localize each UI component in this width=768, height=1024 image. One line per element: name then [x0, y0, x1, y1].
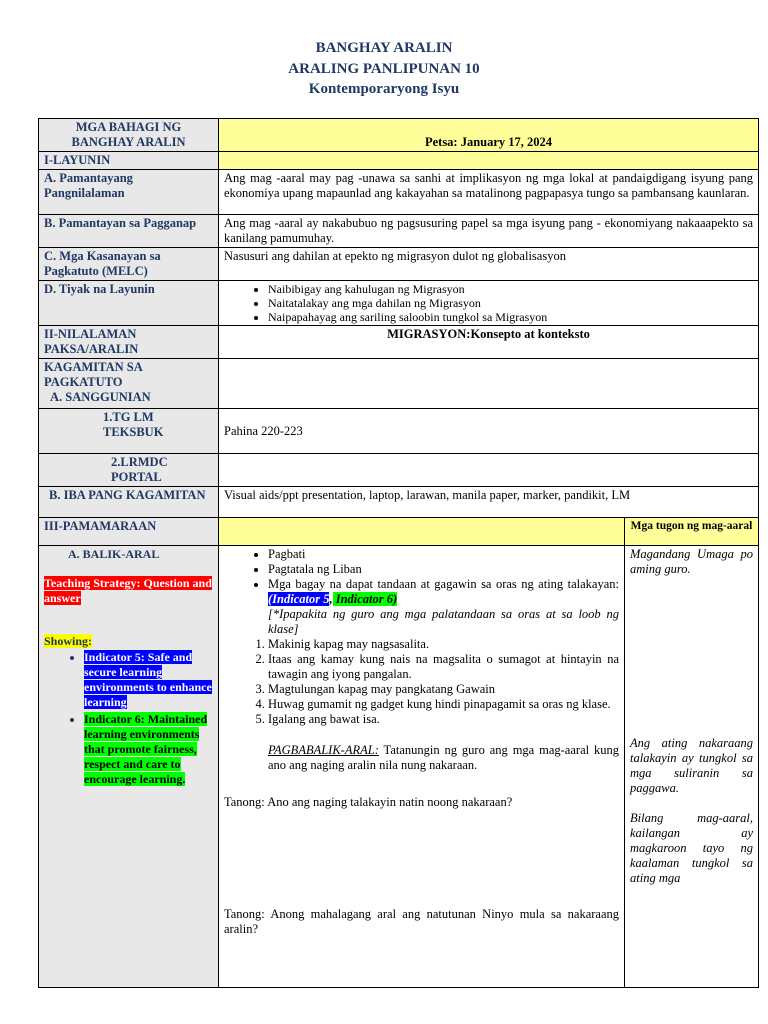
column-header: MGA BAHAGI NG BANGHAY ARALIN: [39, 119, 219, 152]
response-1: Magandang Umaga po aming guro.: [630, 547, 754, 576]
balik-aral-cell: [39, 546, 219, 988]
list-item: • Pagbati: [268, 547, 619, 562]
list-item: 3. Magtulungan kapag may pangkatang Gawain: [268, 682, 619, 697]
iba-label: B. IBA PANG KAGAMITAN: [39, 487, 219, 518]
tg-label: 1.TG LM TEKSBUK: [39, 409, 219, 454]
indicator-6: Indicator 6: Maintained learning environments that promote fairness, respect and care to encourage learning.: [84, 712, 208, 786]
melc-label: C. Mga Kasanayan sa Pagkatuto (MELC): [39, 248, 219, 281]
pagbabalik-text: Tatanungin ng guro ang mga mag-aaral kung ano ang naging aralin nila nung nakaraan.: [268, 743, 619, 772]
row-pamantayang-pangnilalaman: [39, 170, 759, 215]
row-melc: [39, 248, 759, 281]
row-header: [39, 119, 759, 152]
indicator-5: Indicator 5: Safe and secure learning environments to enhance learning: [84, 650, 212, 709]
response-3: Bilang mag-aaral, kailangan ay magkaroon tayo ng kaalaman tungkol sa ating mga: [630, 811, 754, 885]
row-kagamitan: [39, 359, 759, 409]
list-item: 5. Igalang ang bawat isa.: [268, 712, 619, 727]
indicator-5-tag: (Indicator 5: [268, 592, 330, 606]
teacher-note: [*Ipapakita ng guro ang mga palatandaan sa oras at sa loob ng klase]: [268, 607, 619, 636]
iba-text: Visual aids/ppt presentation, laptop, larawan, manila paper, marker, pandikit, LM: [219, 487, 759, 518]
tiyak-list-cell: [219, 281, 759, 326]
tg-text: Pahina 220-223: [219, 409, 759, 454]
list-item: [268, 577, 619, 607]
title-line-2: ARALING PANLIPUNAN 10: [288, 61, 480, 77]
pagganap-text: Ang mag -aaral ay nakabubuo ng pagsusuring papel sa mga isyung pang - ekonomiyang nakaaapekto sa kanilang pamumuhay.: [219, 215, 759, 248]
row-nilalaman: [39, 326, 759, 359]
pagbabalik-label: PAGBABALIK-ARAL:: [268, 743, 379, 757]
title-line-3: Kontemporaryong Isyu: [308, 81, 460, 97]
layunin-value: [219, 152, 759, 170]
pagbabalik-aral: [224, 743, 619, 773]
list-item: 4. Huwag gumamit ng gadget kung hindi pinapagamit sa oras ng klase.: [268, 697, 619, 712]
tiyak-label: D. Tiyak na Layunin: [39, 281, 219, 326]
list-item: • Naipapahayag ang sariling saloobin tungkol sa Migrasyon: [268, 310, 753, 324]
nilalaman-label: II-NILALAMAN PAKSA/ARALIN: [39, 326, 219, 359]
list-item: 2. Itaas ang kamay kung nais na magsalita o sumagot at hintayin na tawagin ang iyong pangalan.: [268, 652, 619, 682]
question-1: Tanong: Ano ang naging talakayin natin noong nakaraan?: [224, 795, 513, 809]
indicator-list: [44, 650, 213, 787]
response-2: Ang ating nakaraang talakayin ay tungkol sa mga suliranin sa paggawa.: [630, 736, 754, 795]
melc-text: Nasusuri ang dahilan at epekto ng migrasyon dulot ng globalisasyon: [219, 248, 759, 281]
list-item: • Naitatalakay ang mga dahilan ng Migrasyon: [268, 296, 753, 310]
indicator-tag-comma: ,: [329, 592, 333, 606]
tiyak-list: [224, 282, 753, 324]
strategy-label: Teaching Strategy: Question and answer: [44, 576, 212, 605]
class-rules: [224, 637, 619, 727]
list-item: • Naibibigay ang kahulugan ng Migrasyon: [268, 282, 753, 296]
lrmdc-label: 2.LRMDC PORTAL: [39, 454, 219, 487]
pamamaraan-value: [219, 518, 625, 546]
row-lrmdc: [39, 454, 759, 487]
row-layunin: [39, 152, 759, 170]
list-item: 1. Makinig kapag may nagsasalita.: [268, 637, 619, 652]
row-tg-lm: [39, 409, 759, 454]
list-item: [84, 712, 213, 787]
balik-aral-label: A. BALIK-ARAL: [68, 547, 160, 561]
row-iba-pang-kagamitan: [39, 487, 759, 518]
row-pamantayan-sa-pagganap: [39, 215, 759, 248]
procedure-bullets: [224, 547, 619, 607]
pangnilalaman-label: A. Pamantayang Pangnilalaman: [39, 170, 219, 215]
row-balik-aral: [39, 546, 759, 988]
bullet-3-text: Mga bagay na dapat tandaan at gagawin sa oras ng ating talakayan:: [268, 577, 619, 591]
date-cell: Petsa: January 17, 2024: [219, 119, 759, 152]
tugon-header: Mga tugon ng mag-aaral: [625, 518, 759, 546]
indicator-6-tag: Indicator 6): [332, 592, 398, 606]
row-tiyak-na-layunin: [39, 281, 759, 326]
showing: [44, 634, 213, 649]
layunin-label: I-LAYUNIN: [39, 152, 219, 170]
kagamitan-cell: [39, 359, 219, 409]
list-item: [84, 650, 213, 710]
kagamitan-value: [219, 359, 759, 409]
responses-cell: [625, 546, 759, 988]
pangnilalaman-text: Ang mag -aaral may pag -unawa sa sanhi at implikasyon ng mga lokal at pandaigdigang isyung pang ekonomiya upang mapaunlad ang kakayahan sa matalinong pagpapasya tungo sa pambansang kaunlaran.: [219, 170, 759, 215]
procedure-cell: [219, 546, 625, 988]
row-pamamaraan: [39, 518, 759, 546]
pamamaraan-label: III-PAMAMARAAN: [39, 518, 219, 546]
nilalaman-text: MIGRASYON:Konsepto at konteksto: [219, 326, 759, 359]
lrmdc-value: [219, 454, 759, 487]
list-item: • Pagtatala ng Liban: [268, 562, 619, 577]
title-line-1: BANGHAY ARALIN: [315, 40, 453, 56]
teaching-strategy: [44, 576, 213, 606]
showing-label: Showing:: [44, 634, 93, 648]
question-2: Tanong: Anong mahalagang aral ang natutunan Ninyo mula sa nakaraang aralin?: [224, 907, 619, 936]
pagganap-label: B. Pamantayan sa Pagganap: [39, 215, 219, 248]
kagamitan-label: KAGAMITAN SA PAGKATUTO: [44, 360, 143, 389]
sanggunian-label: A. SANGGUNIAN: [50, 390, 151, 404]
lesson-plan-table: [38, 118, 759, 988]
